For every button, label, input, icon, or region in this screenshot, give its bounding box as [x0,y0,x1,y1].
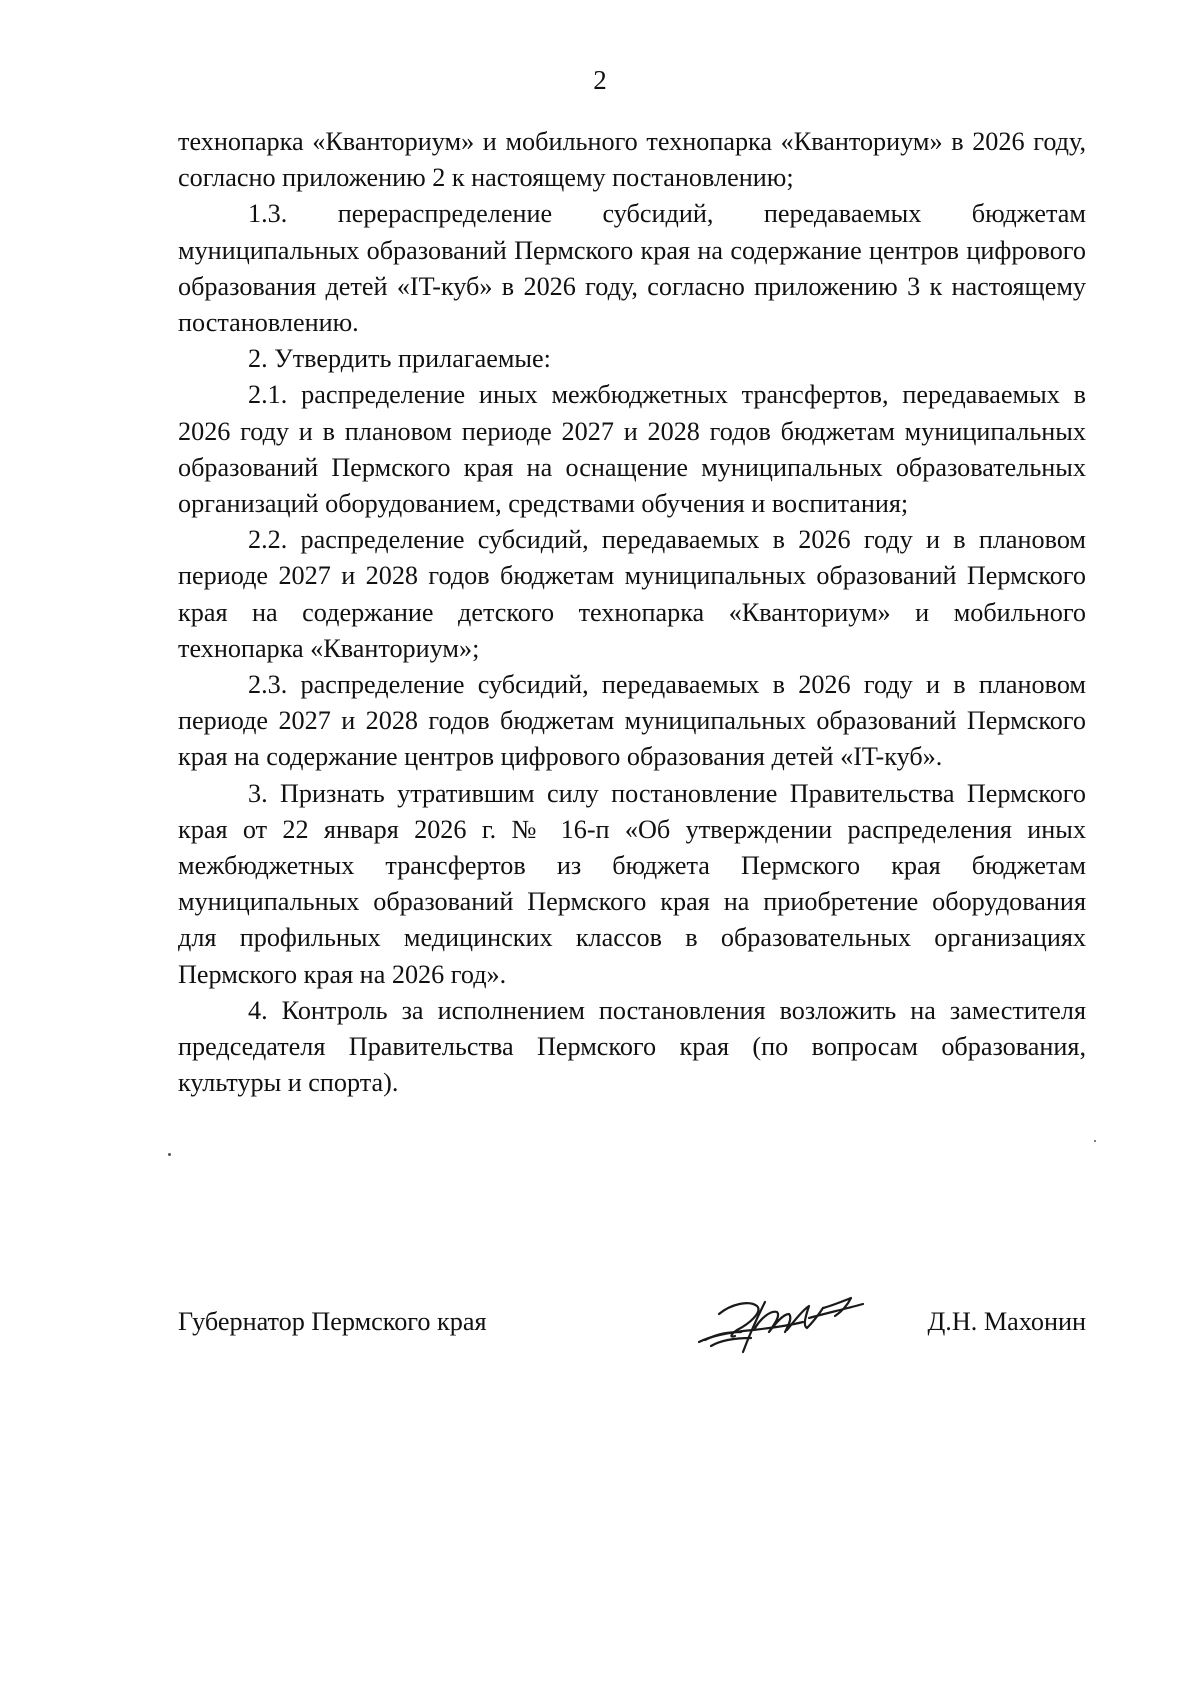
document-body [178,124,1086,1101]
paragraph-item-4: 4. Контроль за исполнением постановления возложить на заместителя председателя Правительства Пермского края (по вопросам образования, культуры и спорта). [178,995,1086,1098]
scan-speck [1094,1140,1096,1142]
paragraph-item-3: 3. Признать утратившим силу постановление Правительства Пермского края от 22 января 2026 г. № 16-п «Об утверждении распределения иных межбюджетных трансфертов из бюджета Пермского края бюджетам муниципальных образований Пермского края на приобретение оборудования для профильных медицинских классов в образовательных организациях Пермского края на 2026 год». [178,778,1086,989]
scan-speck [168,1153,171,1156]
handwritten-signature [691,1284,871,1358]
paragraph-item-2-1: 2.1. распределение иных межбюджетных трансфертов, передаваемых в 2026 году и в плановом периоде 2027 и 2028 годов бюджетам муниципальных образований Пермского края на оснащение муниципальных образовательных организаций оборудованием, средствами обучения и воспитания; [178,380,1086,519]
signature-block [178,1286,1086,1366]
paragraph-continuation: технопарка «Кванториум» и мобильного технопарка «Кванториум» в 2026 году, согласно приложению 2 к настоящему постановлению; [178,127,1086,193]
paragraph-item-2-3: 2.3. распределение субсидий, передаваемых в 2026 году и в плановом периоде 2027 и 2028 годов бюджетам муниципальных образований Пермского края на содержание центров цифрового образования детей «IT-куб». [178,670,1086,772]
page-number: 2 [593,65,607,95]
signatory-name: Д.Н. Махонин [927,1307,1086,1336]
paragraph-item-1-3: 1.3. перераспределение субсидий, передаваемых бюджетам муниципальных образований Пермского края на содержание центров цифрового образования детей «IT-куб» в 2026 году, согласно приложению 3 к настоящему постановлению. [178,199,1086,338]
paragraph-item-2-2: 2.2. распределение субсидий, передаваемых в 2026 году и в плановом периоде 2027 и 2028 годов бюджетам муниципальных образований Пермского края на содержание детского технопарка «Кванториум» и мобильного технопарка «Кванториум»; [178,525,1086,663]
paragraph-item-2: 2. Утвердить прилагаемые: [248,344,551,374]
signatory-title: Губернатор Пермского края [178,1307,487,1336]
